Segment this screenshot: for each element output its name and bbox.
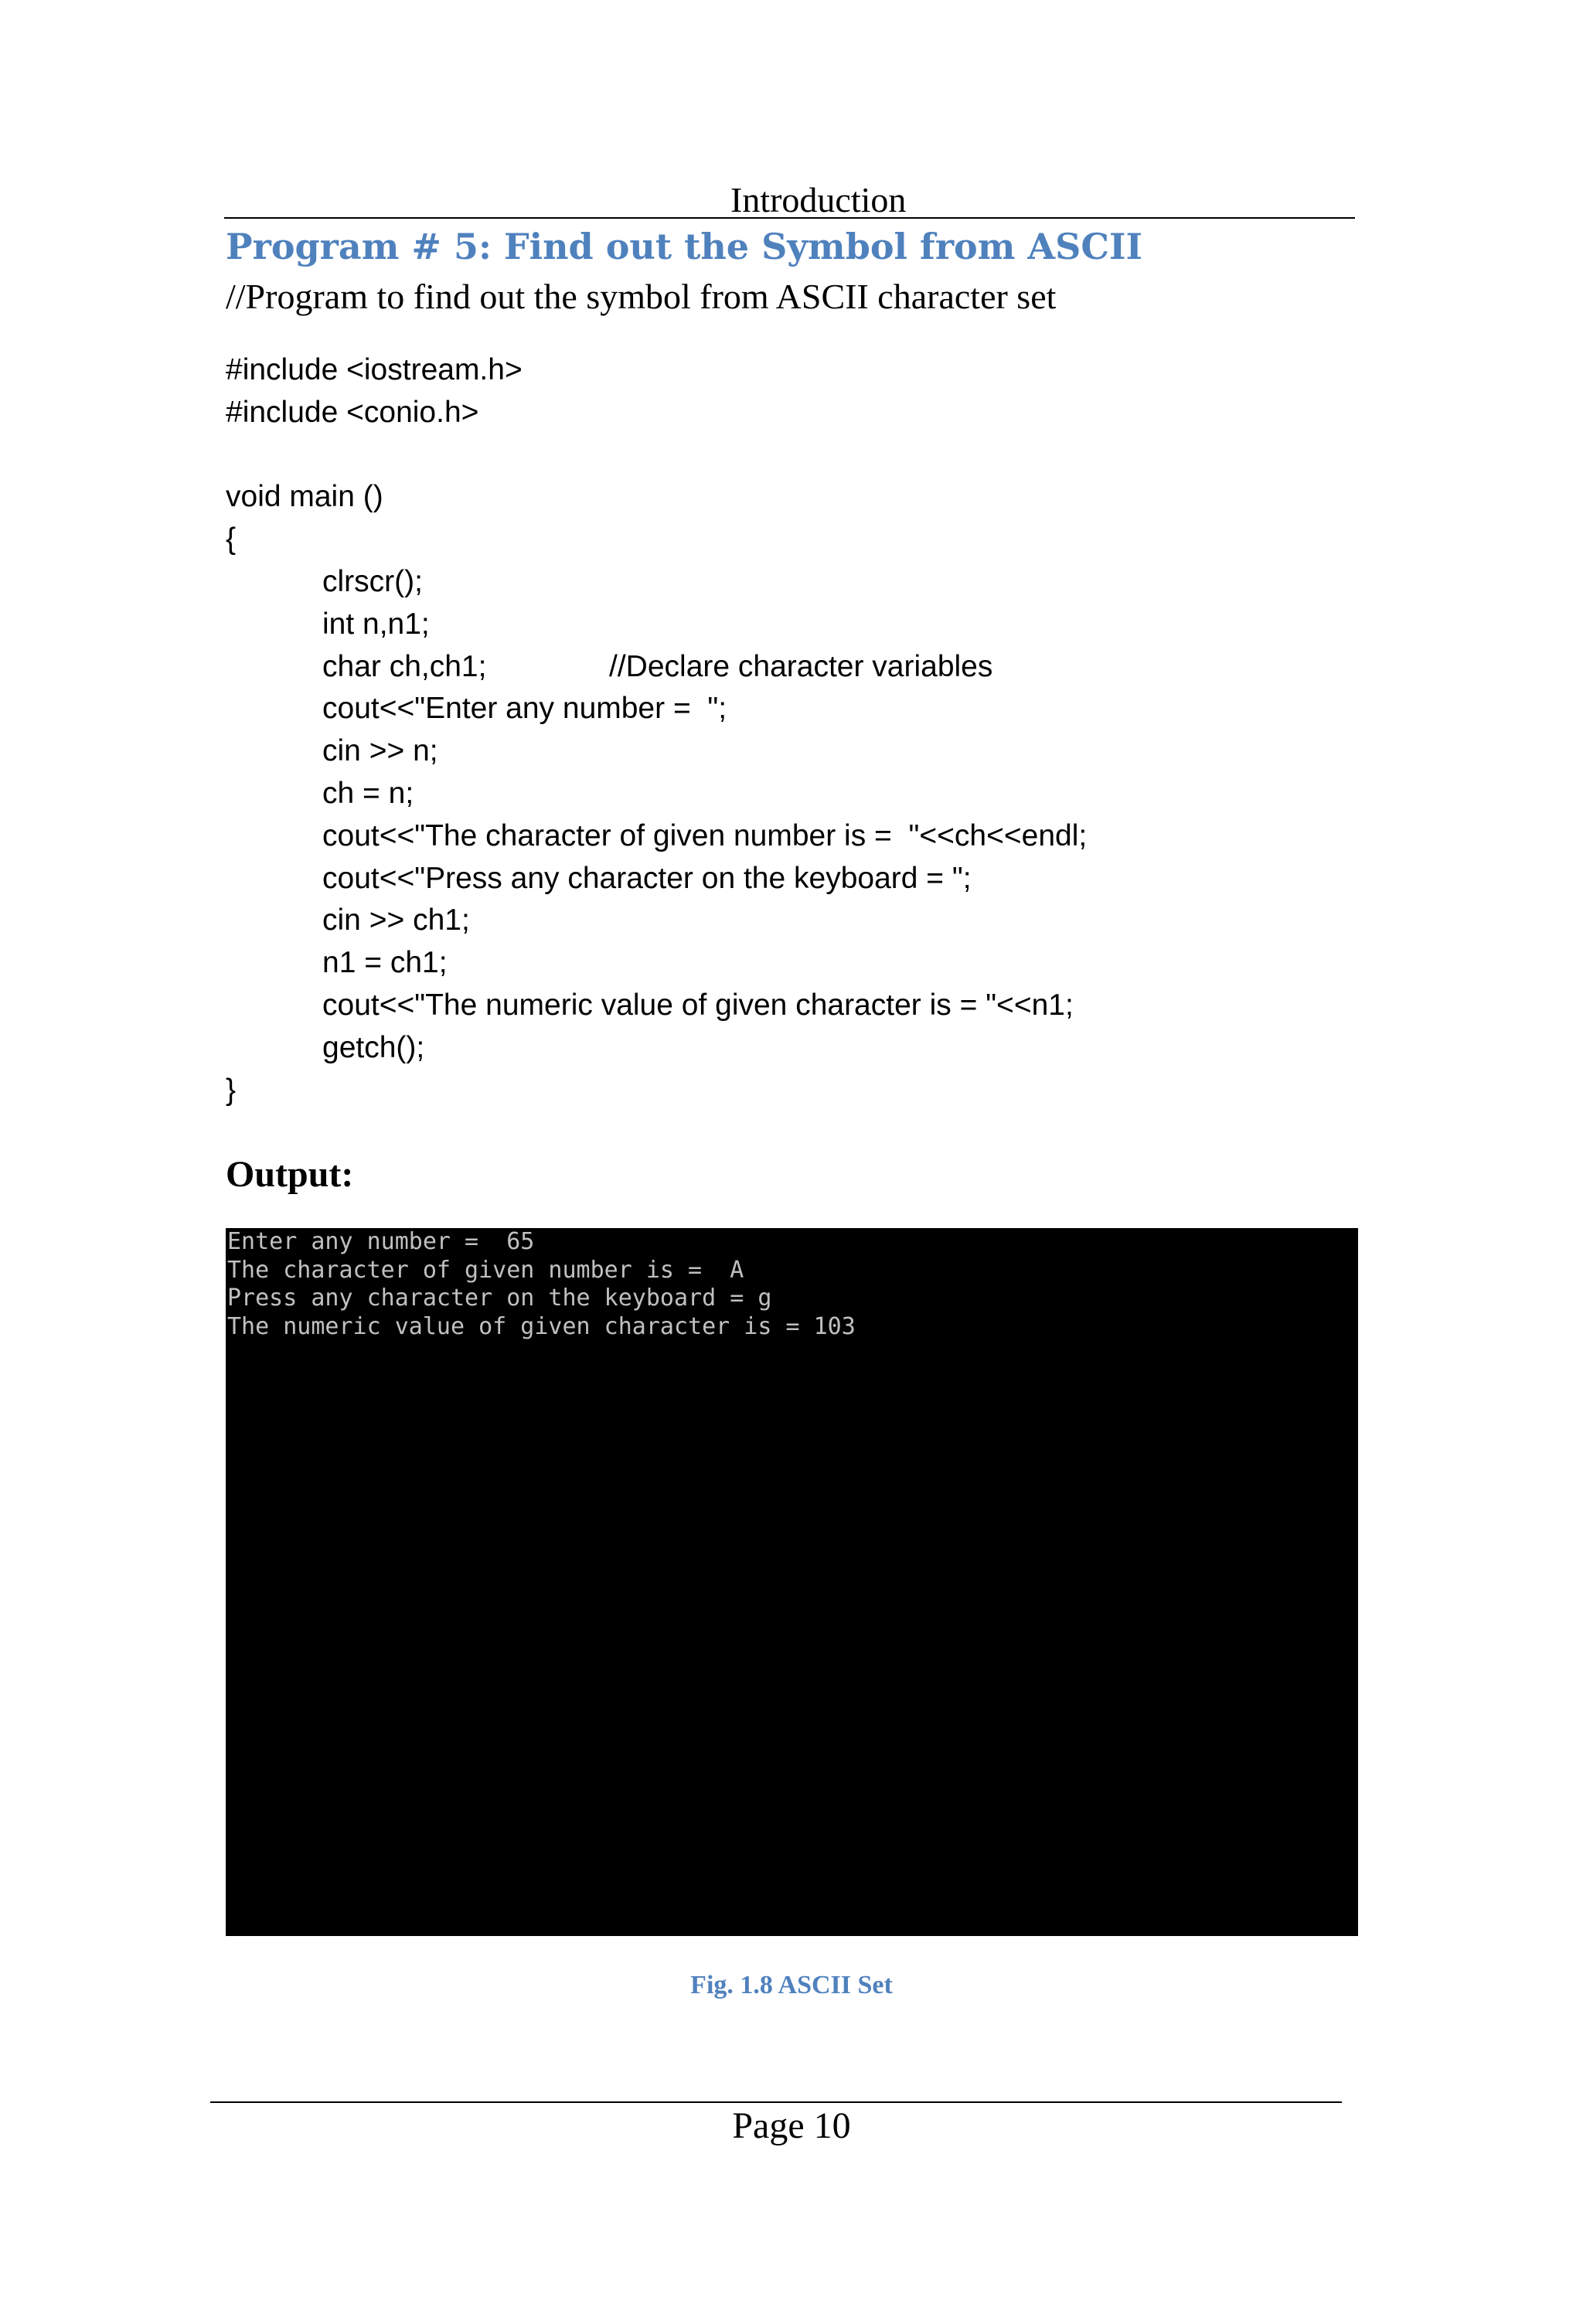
console-line: Enter any number = 65	[227, 1228, 535, 1255]
code-text: {	[226, 522, 237, 556]
running-header: Introduction	[730, 180, 907, 219]
code-text: ch = n;	[322, 776, 414, 810]
code-text: clrscr();	[322, 564, 423, 598]
code-line	[226, 561, 1087, 604]
code-line	[226, 519, 1087, 561]
code-line	[226, 688, 1087, 730]
console-line: The character of given number is = A	[227, 1256, 744, 1284]
code-text: cout<<"Enter any number = ";	[322, 692, 727, 726]
code-text: cin >> n;	[322, 734, 438, 768]
page-number: Page 10	[732, 2105, 851, 2146]
code-line	[226, 900, 1087, 942]
code-text: int n,n1;	[322, 607, 430, 641]
code-text: void main ()	[226, 480, 383, 514]
code-line	[226, 349, 1087, 392]
program-description: //Program to find out the symbol from ASCII character set	[226, 277, 1057, 316]
code-listing	[226, 349, 1087, 1111]
code-line	[226, 985, 1087, 1027]
code-line	[226, 646, 1087, 689]
code-line	[226, 942, 1087, 985]
console-window	[226, 1228, 1358, 1936]
code-text: cout<<"The character of given number is = "<<ch<<endl;	[322, 818, 1088, 852]
code-text: n1 = ch1;	[322, 946, 448, 980]
code-line	[226, 476, 1087, 519]
code-text: cout<<"Press any character on the keyboard = ";	[322, 861, 972, 895]
code-text: #include <iostream.h>	[226, 353, 523, 386]
code-text: cin >> ch1;	[322, 903, 470, 937]
code-comment: //Declare character variables	[609, 649, 993, 683]
footer-rule	[210, 2101, 1342, 2103]
code-text: }	[226, 1073, 237, 1107]
code-text: #include <conio.h>	[226, 395, 479, 429]
code-line	[226, 1070, 1087, 1112]
output-heading: Output:	[226, 1154, 354, 1195]
code-line	[226, 773, 1087, 815]
header-rule	[224, 217, 1355, 219]
code-line	[226, 434, 1087, 477]
console-line: Press any character on the keyboard = g	[227, 1284, 772, 1312]
code-line	[226, 1027, 1087, 1070]
code-line	[226, 392, 1087, 434]
code-line	[226, 858, 1087, 900]
code-line	[226, 815, 1087, 858]
code-text: char ch,ch1;	[322, 649, 487, 683]
code-line	[226, 604, 1087, 646]
figure-caption: Fig. 1.8 ASCII Set	[690, 1971, 893, 1999]
program-heading: Program # 5: Find out the Symbol from ASCII	[226, 226, 1142, 267]
code-text: getch();	[322, 1030, 425, 1064]
code-line	[226, 730, 1087, 773]
console-output	[226, 1228, 1358, 1341]
console-line: The numeric value of given character is = 103	[227, 1312, 856, 1340]
code-text: cout<<"The numeric value of given character is = "<<n1;	[322, 988, 1074, 1022]
